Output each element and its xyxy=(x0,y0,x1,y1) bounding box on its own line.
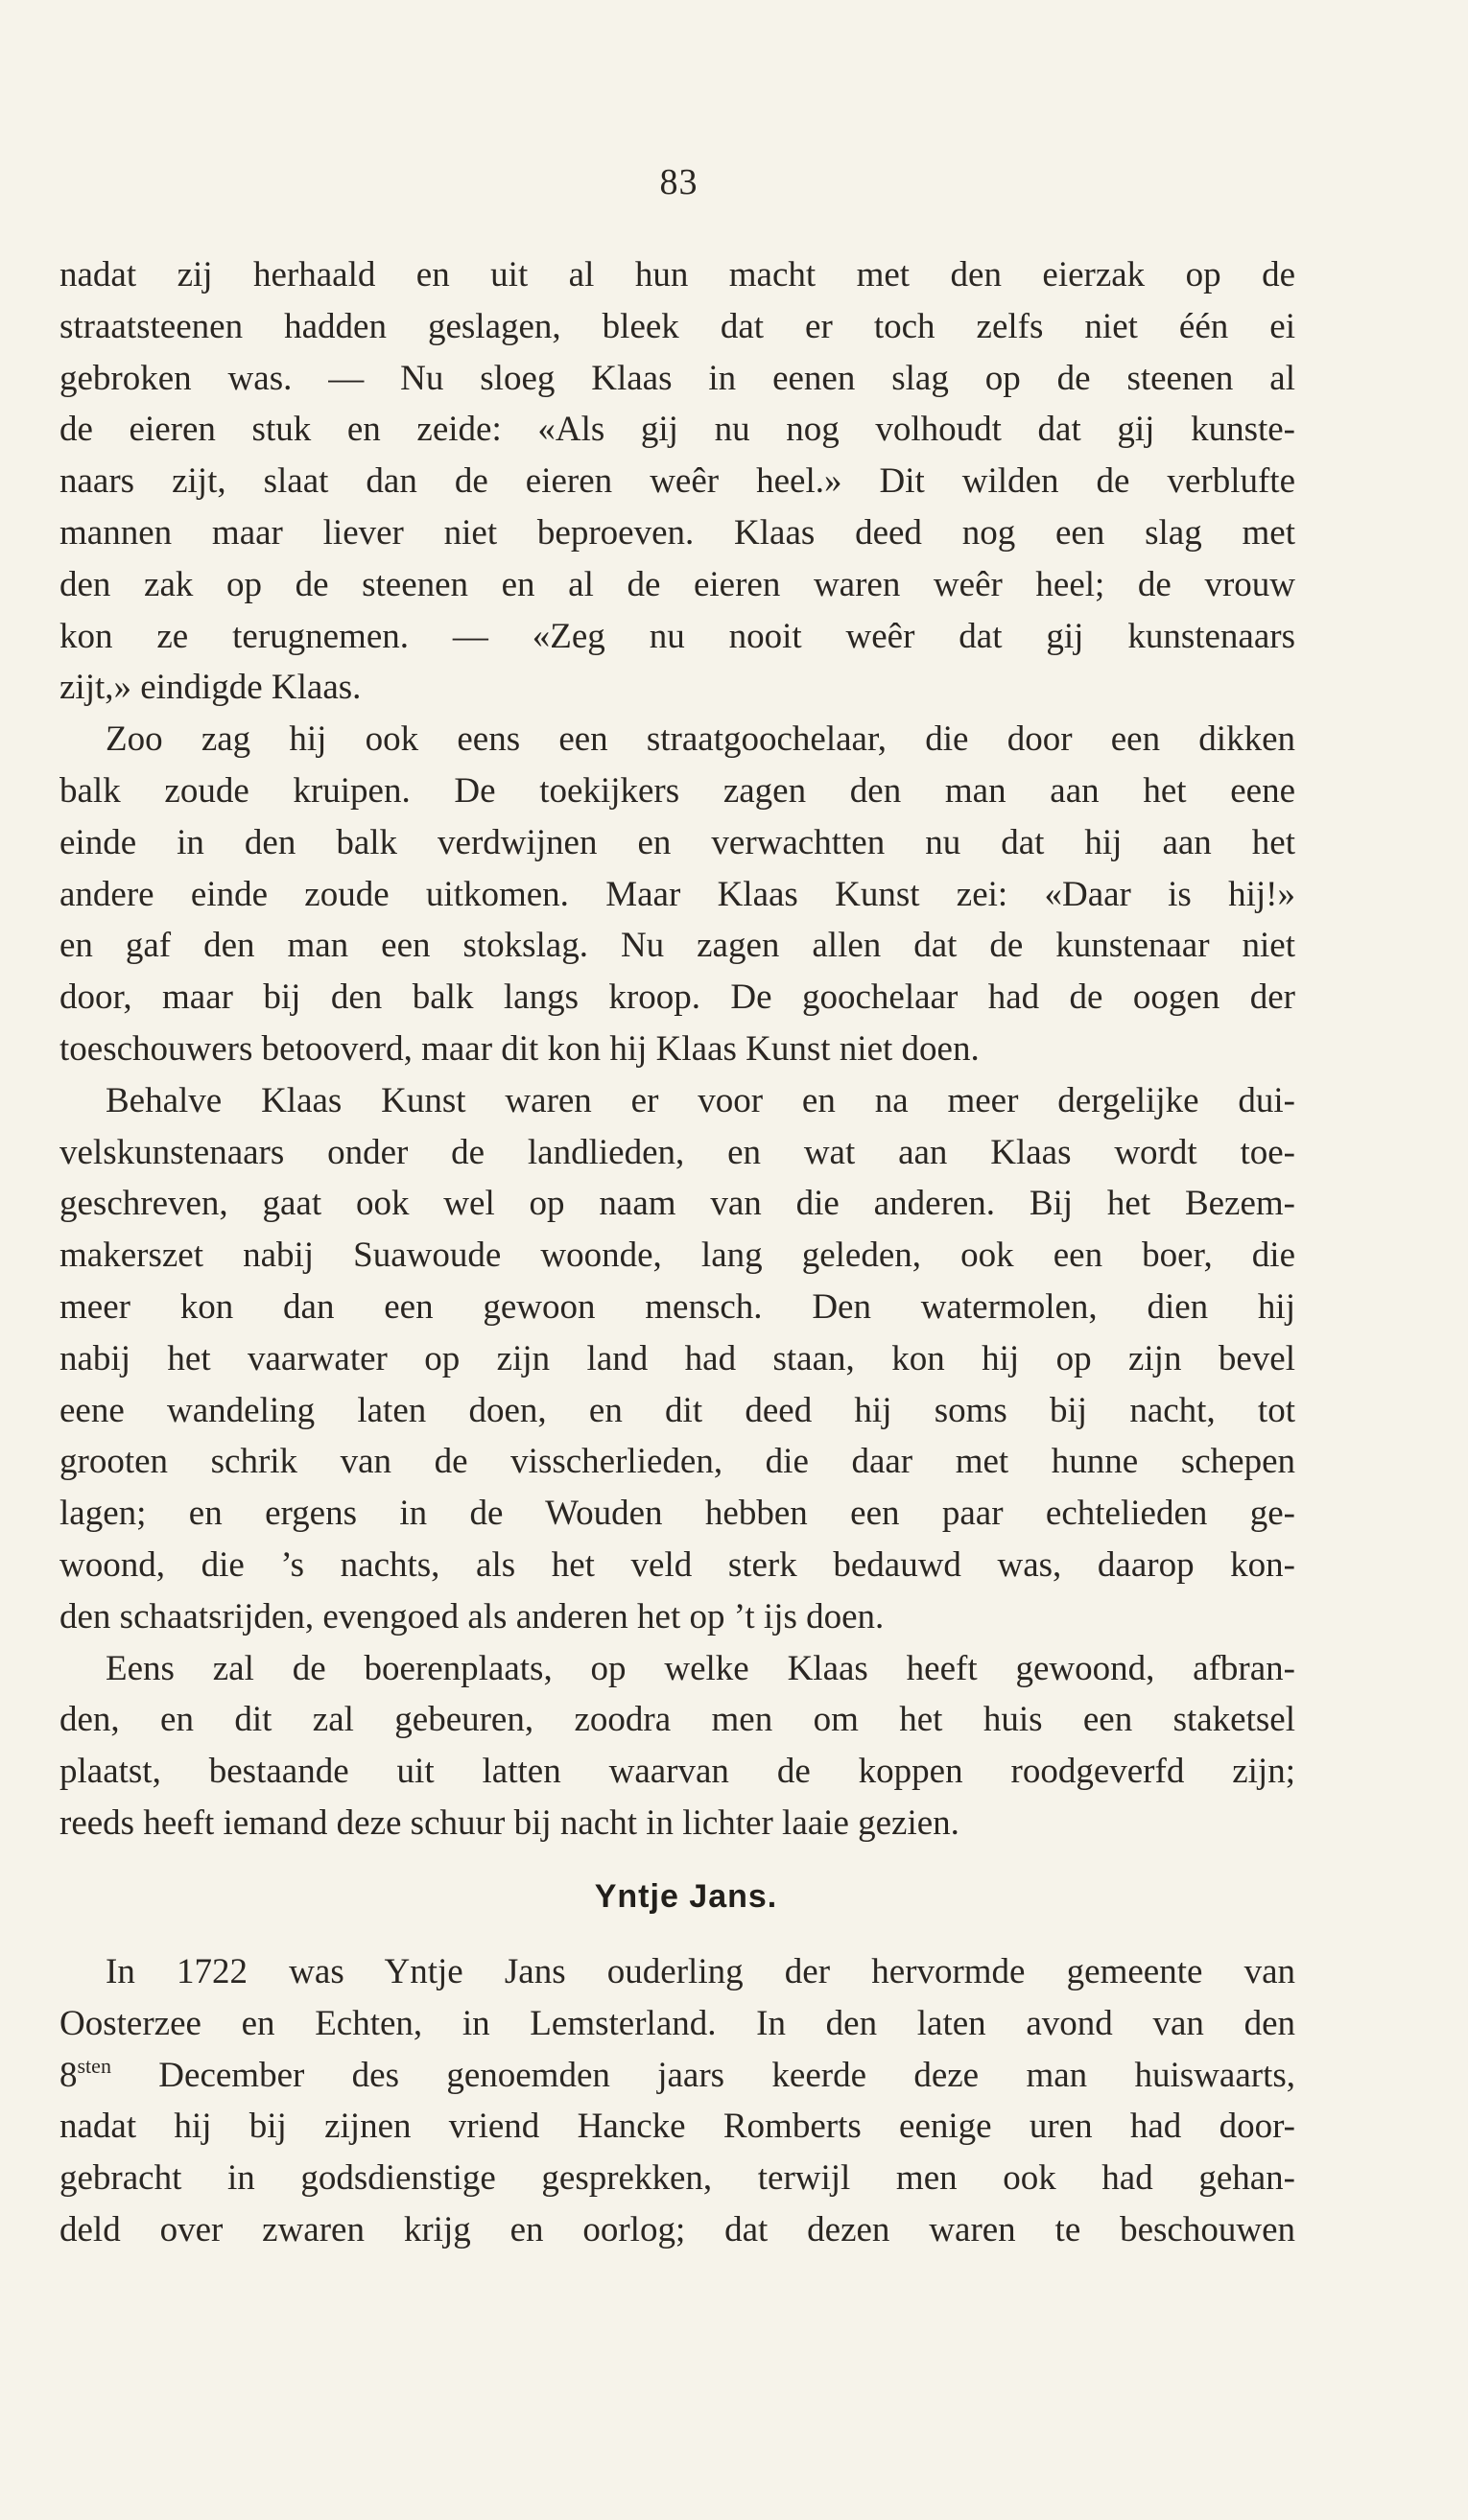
text-line: den zak op de steenen en al de eieren waren weêr heel; de vrouw xyxy=(59,564,1295,604)
text-line: reeds heeft iemand deze schuur bij nacht in lichter laaie gezien. xyxy=(59,1802,959,1843)
text-line: zijt,» eindigde Klaas. xyxy=(59,668,362,708)
text-line: lagen; en ergens in de Wouden hebben een paar echtelieden ge- xyxy=(59,1494,1295,1534)
text-line: den, en dit zal gebeuren, zoodra men om het huis een staketsel xyxy=(59,1700,1295,1740)
text-line: nabij het vaarwater op zijn land had staan, kon hij op zijn bevel xyxy=(59,1338,1295,1378)
body-text-section xyxy=(59,1946,1295,2256)
text-line: velskunstenaars onder de landlieden, en wat aan Klaas wordt toe- xyxy=(59,1132,1295,1172)
text-line: mannen maar liever niet beproeven. Klaas deed nog een slag met xyxy=(59,512,1295,553)
text-line: de eieren stuk en zeide: «Als gij nu nog volhoudt dat gij kunste- xyxy=(59,410,1295,450)
text-line: balk zoude kruipen. De toekijkers zagen den man aan het eene xyxy=(59,770,1295,811)
text-line: woond, die ’s nachts, als het veld sterk bedauwd was, daarop kon- xyxy=(59,1544,1295,1585)
text-line: gebracht in godsdienstige gesprekken, terwijl men ook had gehan- xyxy=(59,2158,1295,2199)
text-line: kon ze terugnemen. — «Zeg nu nooit weêr dat gij kunstenaars xyxy=(59,616,1295,656)
text-line xyxy=(59,2050,1295,2102)
text-line: plaatst, bestaande uit latten waarvan de koppen roodgeverfd zijn; xyxy=(59,1752,1295,1792)
text-line: einde in den balk verdwijnen en verwachtten nu dat hij aan het xyxy=(59,822,1295,862)
text-line: gebroken was. — Nu sloeg Klaas in eenen slag op de steenen al xyxy=(59,358,1295,398)
body-text-top xyxy=(59,249,1295,1849)
text-line: Behalve Klaas Kunst waren er voor en na meer dergelijke dui- xyxy=(106,1080,1295,1120)
text-line: toeschouwers betooverd, maar dit kon hij Klaas Kunst niet doen. xyxy=(59,1028,980,1069)
text-line: meer kon dan een gewoon mensch. Den watermolen, dien hij xyxy=(59,1286,1295,1327)
text-line: eene wandeling laten doen, en dit deed hij soms bij nacht, tot xyxy=(59,1390,1295,1430)
text-line: naars zijt, slaat dan de eieren weêr heel.» Dit wilden de verblufte xyxy=(59,461,1295,502)
text-line: deld over zwaren krijg en oorlog; dat dezen waren te beschouwen xyxy=(59,2209,1295,2249)
page-number: 83 xyxy=(659,162,698,202)
text-line: makerszet nabij Suawoude woonde, lang geleden, ook een boer, die xyxy=(59,1236,1295,1276)
text-line: Oosterzee en Echten, in Lemsterland. In den laten avond van den xyxy=(59,2003,1295,2043)
text-line: nadat hij bij zijnen vriend Hancke Romberts eenige uren had door- xyxy=(59,2107,1295,2147)
date-suffix: sten xyxy=(77,2053,111,2078)
date-number: 8 xyxy=(59,2055,78,2095)
text-line: andere einde zoude uitkomen. Maar Klaas Kunst zei: «Daar is hij!» xyxy=(59,874,1295,914)
text-line: door, maar bij den balk langs kroop. De goochelaar had de oogen der xyxy=(59,977,1295,1018)
text-line: den schaatsrijden, evengoed als anderen het op ’t ijs doen. xyxy=(59,1596,885,1637)
text-line: Zoo zag hij ook eens een straatgoochelaar, die door een dikken xyxy=(106,719,1295,760)
section-heading: Yntje Jans. xyxy=(594,1878,778,1915)
text-line: In 1722 was Yntje Jans ouderling der hervormde gemeente van xyxy=(106,1952,1295,1991)
text-line-rest: December des genoemden jaars keerde deze man huiswaarts, xyxy=(110,2055,1295,2095)
text-line: grooten schrik van de visscherlieden, die daar met hunne schepen xyxy=(59,1442,1295,1482)
text-line: geschreven, gaat ook wel op naam van die anderen. Bij het Bezem- xyxy=(59,1184,1295,1224)
text-line: Eens zal de boerenplaats, op welke Klaas heeft gewoond, afbran- xyxy=(106,1648,1295,1688)
text-line: straatsteenen hadden geslagen, bleek dat er toch zelfs niet één ei xyxy=(59,306,1295,346)
text-line: en gaf den man een stokslag. Nu zagen allen dat de kunstenaar niet xyxy=(59,926,1295,966)
text-line: nadat zij herhaald en uit al hun macht met den eierzak op de xyxy=(59,255,1295,294)
